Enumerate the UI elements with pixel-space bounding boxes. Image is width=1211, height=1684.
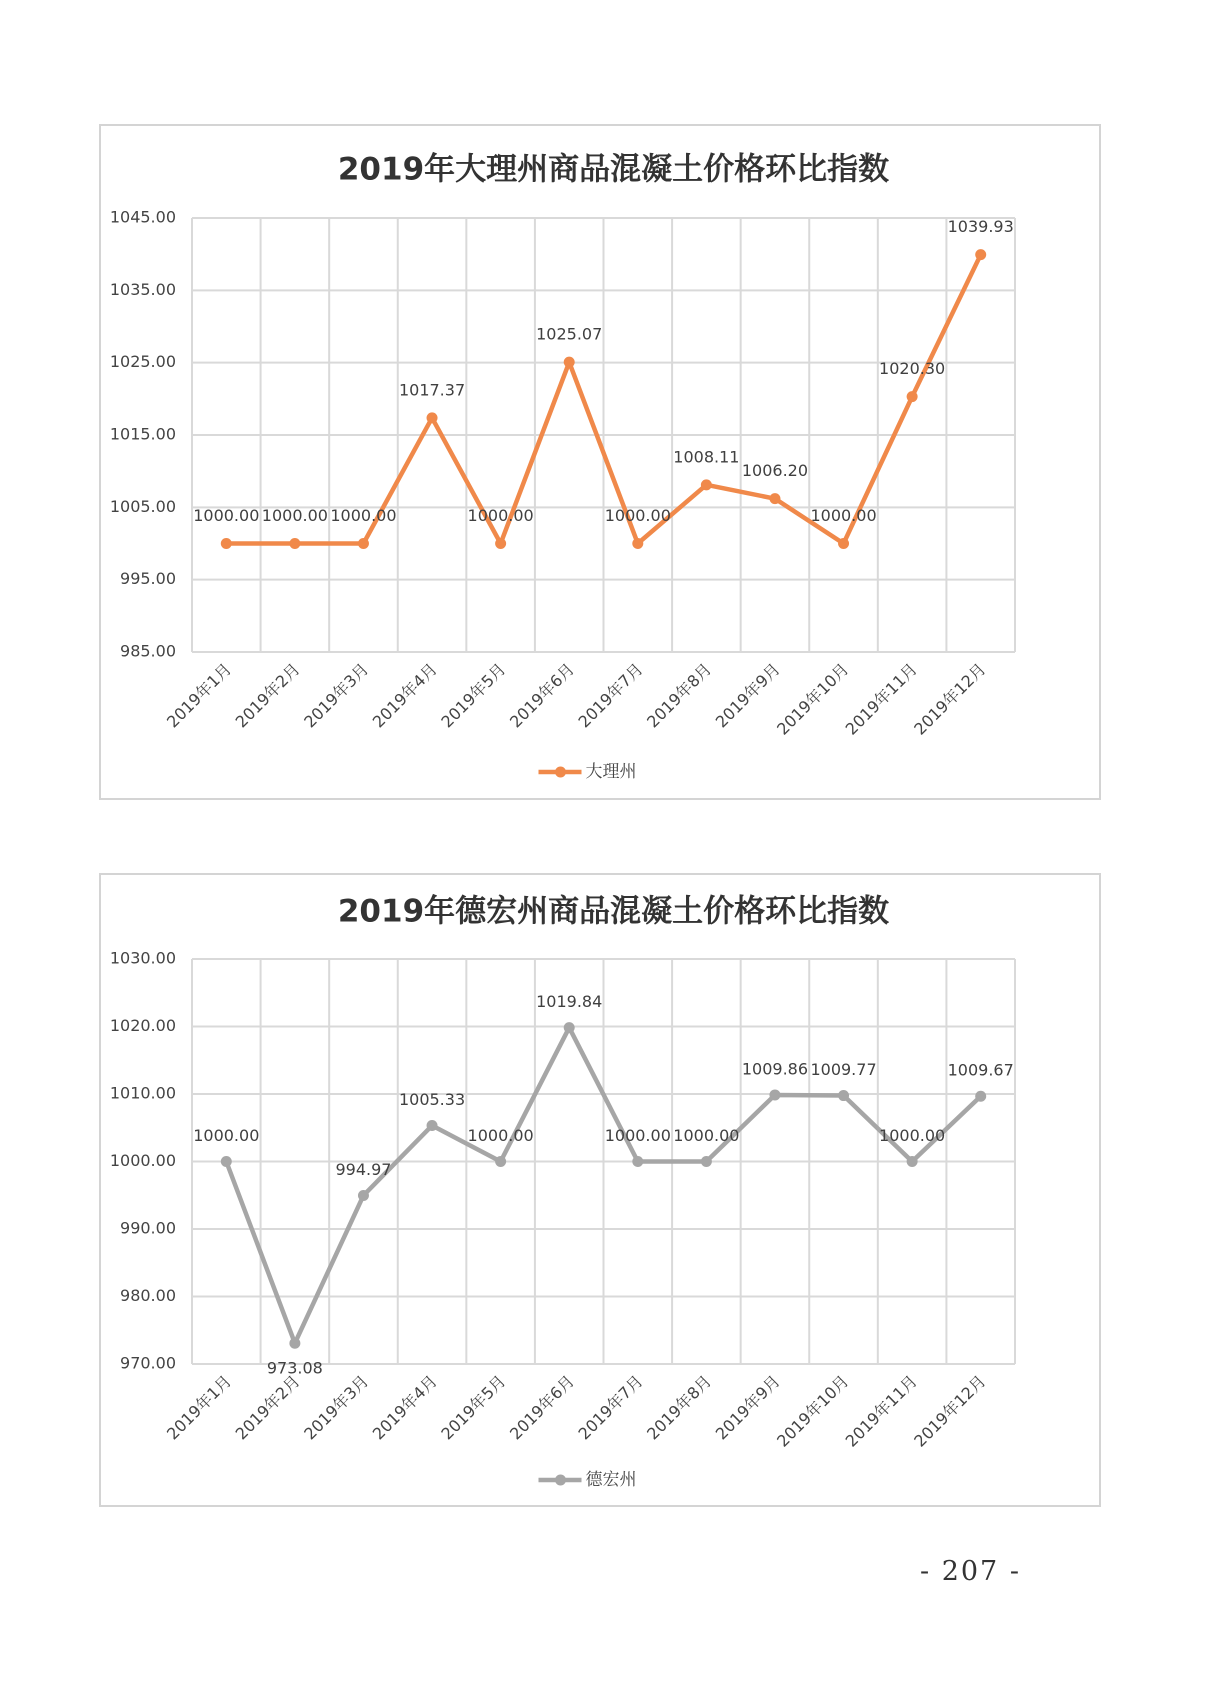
data-label: 1019.84 [536, 992, 603, 1012]
x-tick-label: 2019年7月 [574, 1371, 647, 1444]
x-tick-label: 2019年2月 [231, 1371, 304, 1444]
y-tick-label: 985.00 [120, 641, 176, 661]
y-tick-label: 990.00 [120, 1218, 176, 1238]
y-tick-label: 1010.00 [109, 1083, 176, 1103]
data-point [358, 538, 369, 549]
x-tick-label: 2019年10月 [773, 1371, 853, 1451]
y-tick-label: 1035.00 [109, 279, 176, 299]
y-tick-label: 1045.00 [109, 207, 176, 227]
data-point [769, 493, 780, 504]
x-tick-label: 2019年3月 [300, 659, 373, 732]
data-label: 1000.00 [604, 1126, 671, 1145]
legend-label: 大理州 [585, 762, 637, 782]
x-tick-label: 2019年3月 [300, 1371, 373, 1444]
y-tick-label: 1030.00 [109, 948, 176, 968]
y-tick-label: 980.00 [120, 1286, 176, 1305]
data-label: 1000.00 [467, 1126, 534, 1145]
data-label: 1005.33 [398, 1090, 466, 1110]
data-label: 1009.67 [947, 1060, 1014, 1080]
data-label: 1017.37 [398, 380, 466, 400]
chart-title: 2019年大理州商品混凝土价格环比指数 [337, 151, 890, 188]
y-tick-label: 995.00 [120, 569, 176, 589]
data-point [907, 391, 918, 402]
data-label: 1008.11 [673, 447, 740, 467]
x-tick-label: 2019年2月 [231, 659, 304, 732]
data-label: 1009.77 [810, 1060, 877, 1080]
data-label: 994.97 [335, 1159, 392, 1179]
data-point [427, 412, 438, 423]
x-tick-label: 2019年9月 [711, 659, 784, 732]
x-tick-label: 2019年12月 [910, 659, 990, 739]
data-label: 1000.00 [879, 1126, 946, 1145]
x-tick-label: 2019年1月 [163, 659, 236, 732]
data-point [769, 1089, 780, 1100]
chart-dehong [99, 873, 1101, 1507]
data-label: 1009.86 [741, 1059, 809, 1079]
data-label: 1000.00 [604, 506, 671, 525]
x-tick-label: 2019年6月 [505, 1371, 579, 1444]
data-point [701, 1156, 712, 1167]
data-label: 1039.93 [947, 217, 1014, 237]
y-tick-label: 1020.00 [109, 1016, 176, 1035]
chart-title: 2019年德宏州商品混凝土价格环比指数 [337, 893, 890, 930]
data-label: 973.08 [266, 1358, 323, 1378]
data-point [495, 1156, 506, 1167]
x-tick-label: 2019年8月 [643, 1371, 716, 1444]
x-tick-label: 2019年4月 [368, 659, 441, 732]
data-point [907, 1156, 918, 1167]
data-point [358, 1190, 369, 1201]
page-number: - 207 - [920, 1556, 1021, 1587]
data-point [427, 1120, 438, 1131]
data-label: 1000.00 [467, 506, 534, 525]
data-point [564, 1022, 575, 1033]
x-tick-label: 2019年10月 [773, 659, 853, 739]
data-point [564, 357, 575, 368]
y-tick-label: 970.00 [120, 1353, 176, 1373]
y-tick-label: 1005.00 [109, 496, 176, 516]
legend-marker [555, 1475, 566, 1486]
data-label: 1006.20 [741, 461, 809, 481]
data-label: 1020.30 [879, 359, 946, 379]
x-tick-label: 2019年6月 [505, 659, 579, 732]
x-tick-label: 2019年4月 [368, 1371, 441, 1444]
x-tick-label: 2019年5月 [437, 1371, 510, 1444]
x-tick-label: 2019年9月 [711, 1371, 784, 1444]
data-point [221, 1156, 232, 1167]
chart-dali [99, 124, 1101, 800]
data-label: 1025.07 [536, 324, 603, 344]
x-tick-label: 2019年7月 [574, 659, 647, 732]
data-label: 1000.00 [193, 1126, 260, 1145]
data-point [975, 249, 986, 260]
data-label: 1000.00 [810, 506, 877, 525]
data-point [838, 1090, 849, 1101]
x-tick-label: 2019年12月 [910, 1371, 990, 1451]
data-point [701, 479, 712, 490]
data-point [221, 538, 232, 549]
x-tick-label: 2019年1月 [163, 1371, 236, 1444]
data-point [289, 538, 300, 549]
chart-dehong-svg [101, 875, 1101, 1507]
data-point [495, 538, 506, 549]
x-tick-label: 2019年11月 [841, 1371, 921, 1451]
data-point [975, 1091, 986, 1102]
data-point [632, 1156, 643, 1167]
x-tick-label: 2019年11月 [841, 659, 921, 739]
legend-marker [555, 767, 566, 778]
y-tick-label: 1000.00 [109, 1151, 176, 1170]
data-label: 1000.00 [193, 506, 260, 525]
x-tick-label: 2019年5月 [437, 659, 510, 732]
y-tick-label: 1015.00 [109, 424, 176, 444]
data-label: 1000.00 [261, 506, 328, 525]
data-point [838, 538, 849, 549]
data-label: 1000.00 [330, 506, 397, 525]
chart-dali-svg [101, 126, 1101, 800]
x-tick-label: 2019年8月 [643, 659, 716, 732]
data-point [632, 538, 643, 549]
legend-label: 德宏州 [585, 1470, 637, 1490]
y-tick-label: 1025.00 [109, 352, 176, 372]
data-point [289, 1338, 300, 1349]
data-label: 1000.00 [673, 1126, 740, 1145]
